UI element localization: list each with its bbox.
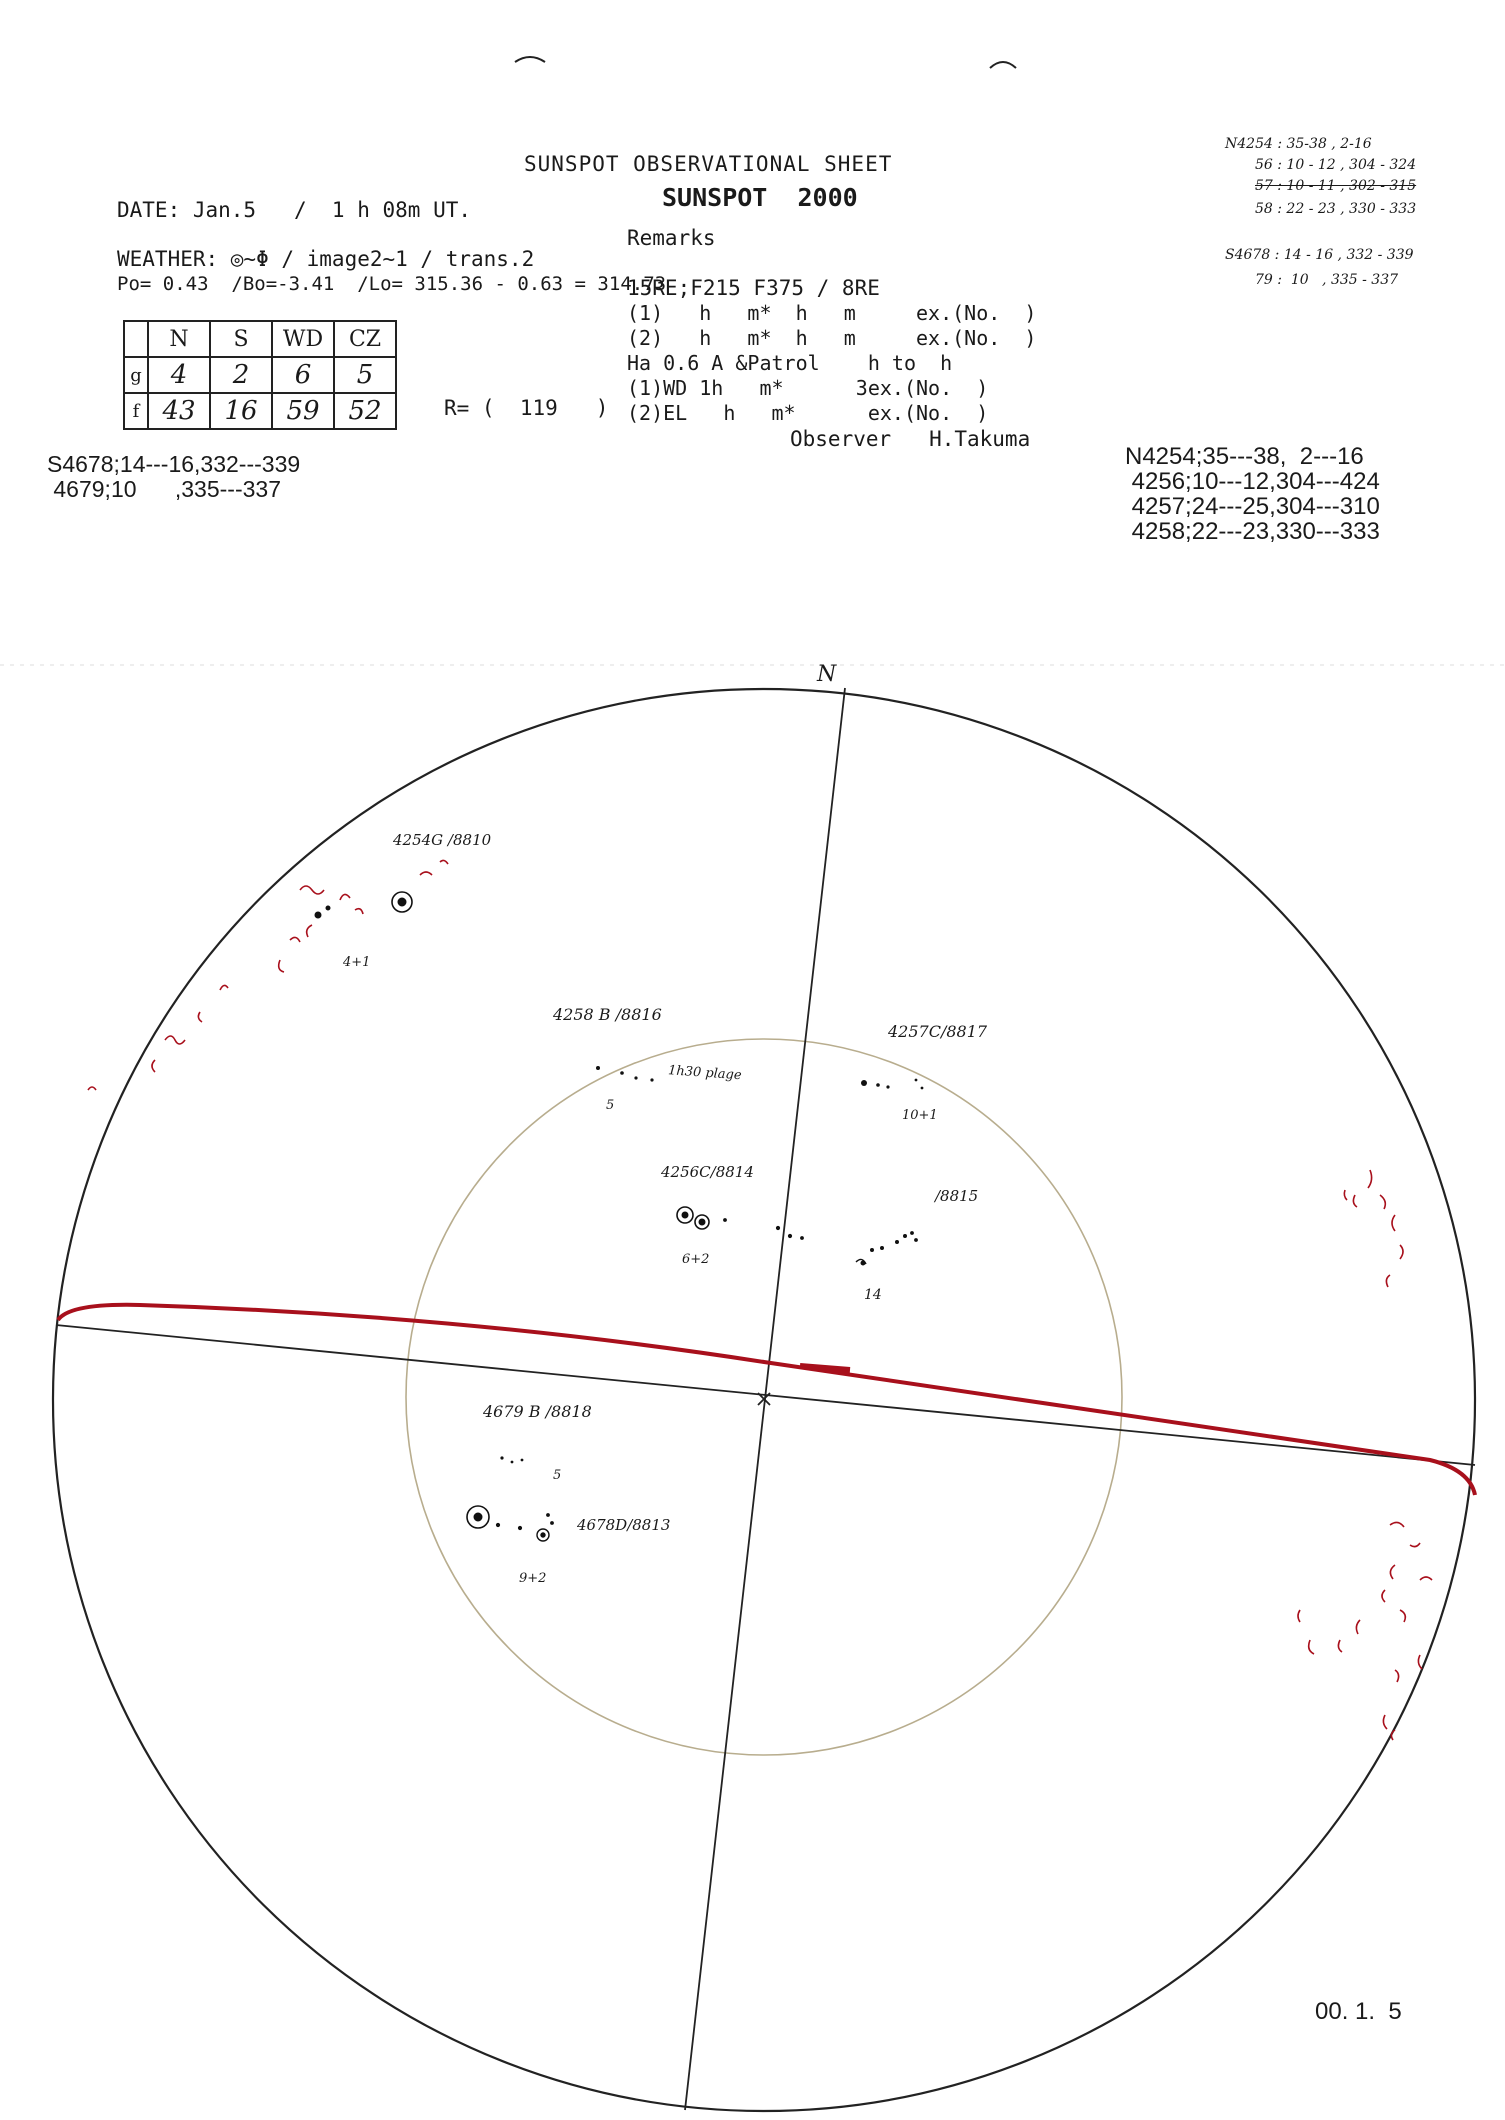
hand-note-2: 56 : 10 - 12 , 304 - 324 [1255,157,1417,173]
remarks-line-2: (1) h m* h m ex.(No. ) [627,301,1037,325]
header-cz: CZ [334,321,396,357]
count-group-4678: 9+2 [519,1571,547,1586]
red-equator-mark [800,1366,850,1370]
label-group-4256: 4256C/8814 [661,1163,754,1181]
observer-line: Observer H.Takuma [790,427,1031,451]
header-wd: WD [272,321,334,357]
sunspot-group-4678 [467,1506,553,1541]
cell-f-s: 16 [210,393,272,429]
north-list-line-4: 4258;22---23,330---333 [1125,518,1380,545]
sunspot-group-8815 [856,1232,917,1265]
label-group-4679: 4679 B /8818 [483,1402,592,1421]
orientation-line: Po= 0.43 /Bo=-3.41 /Lo= 315.36 - 0.63 = 314.73 [117,273,667,295]
sheet-title: SUNSPOT OBSERVATIONAL SHEET [524,152,893,176]
count-group-4258: 5 [606,1098,615,1113]
row-label-g: g [124,357,148,393]
faculae-lower-right [1298,1522,1432,1740]
row-label-f: f [124,393,148,429]
faculae-right [1344,1170,1403,1287]
cell-g-n: 4 [148,357,210,393]
header-n: N [148,321,210,357]
label-group-4257: 4257C/8817 [888,1022,988,1041]
hand-note-6: 79 : 10 , 335 - 337 [1255,272,1399,288]
ew-axis-line [56,1325,1475,1465]
remarks-line-3: (2) h m* h m ex.(No. ) [627,326,1037,350]
header-s: S [210,321,272,357]
remarks-line-4: Ha 0.6 A &Patrol h to h [627,351,953,375]
cell-f-cz: 52 [334,393,396,429]
count-group-4257: 10+1 [902,1108,938,1123]
remarks-line-5: (1)WD 1h m* 3ex.(No. ) [627,376,989,400]
hole-mark-right [990,62,1016,68]
remarks-line-1: 15RE;F215 F375 / 8RE [627,276,880,300]
sunspot-group-4258 [596,1066,654,1082]
cell-g-cz: 5 [334,357,396,393]
hand-note-4: 58 : 22 - 23 , 330 - 333 [1255,201,1417,217]
sunspot-group-4254 [315,892,412,918]
cell-g-s: 2 [210,357,272,393]
weather-line: WEATHER: ◎~Φ / image2~1 / trans.2 [117,247,535,271]
label-group-4258: 4258 B /8816 [553,1005,662,1024]
label-group-8815: /8815 [935,1187,979,1205]
hand-note-5: S4678 : 14 - 16 , 332 - 339 [1225,247,1414,263]
hand-note-1: N4254 : 35-38 , 2-16 [1225,136,1372,152]
cell-f-wd: 59 [272,393,334,429]
label-group-4678: 4678D/8813 [577,1516,671,1534]
hand-note-3: 57 : 10 - 11 , 302 - 315 [1255,178,1417,194]
date-line: DATE: Jan.5 / 1 h 08m UT. [117,198,472,222]
remarks-heading: Remarks [627,226,716,250]
hole-mark-left [515,57,545,62]
sunspot-group-4257 [861,1079,923,1090]
count-group-4256: 6+2 [682,1252,710,1267]
plage-note: 1h30 plage [667,1063,751,1084]
north-list-line-2: 4256;10---12,304---424 [1125,468,1380,495]
date-stamp: 00. 1. 5 [1315,1998,1402,2025]
south-list-line-2: 4679;10 ,335---337 [47,476,281,502]
remarks-line-6: (2)EL h m* ex.(No. ) [627,401,989,425]
count-group-8815: 14 [864,1287,882,1303]
north-marker: N [817,662,837,687]
sunspot-group-4679 [500,1456,523,1463]
north-list-line-1: N4254;35---38, 2---16 [1125,443,1364,470]
label-group-4254: 4254G /8810 [393,831,492,849]
count-group-4254: 4+1 [343,955,371,970]
program-title: SUNSPOT 2000 [662,183,858,212]
red-equator-line [58,1305,1475,1495]
north-list-line-3: 4257;24---25,304---310 [1125,493,1380,520]
r-value: R= ( 119 ) [444,396,609,420]
count-group-4679: 5 [553,1468,562,1483]
cell-f-n: 43 [148,393,210,429]
south-list-line-1: S4678;14---16,332---339 [47,451,301,477]
cell-g-wd: 6 [272,357,334,393]
